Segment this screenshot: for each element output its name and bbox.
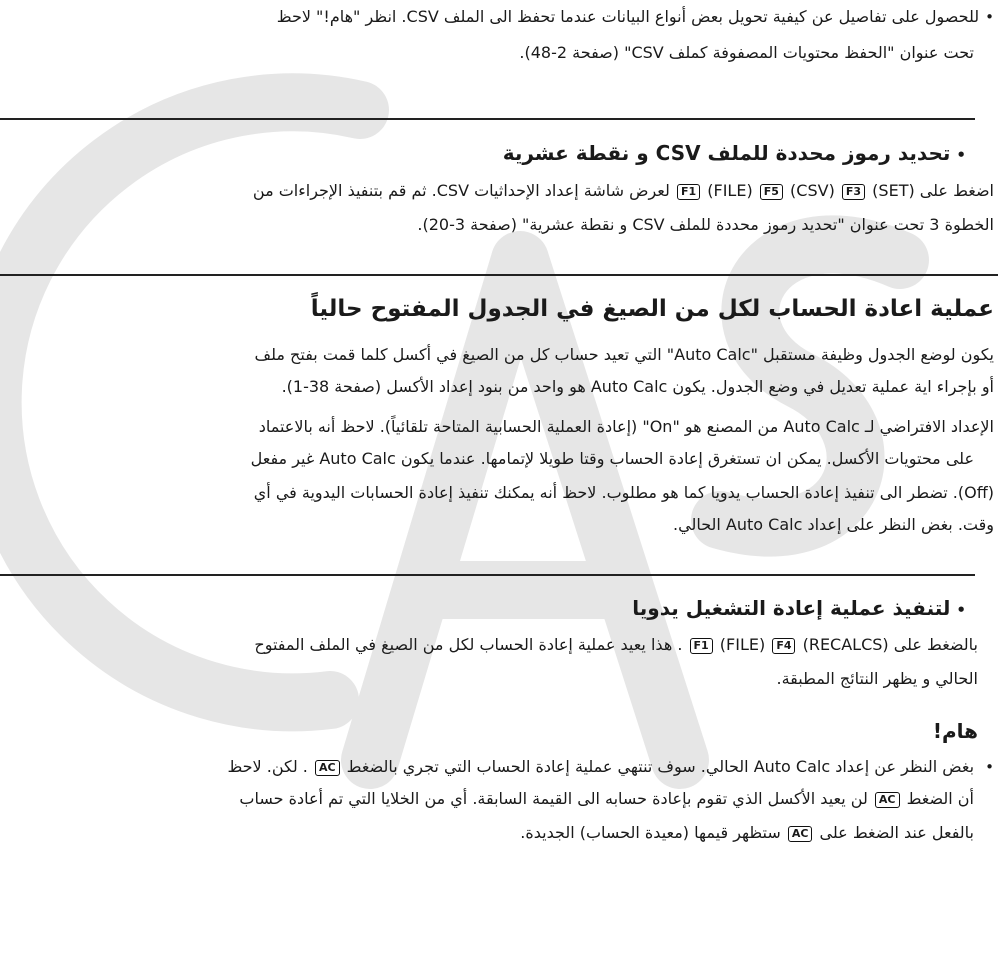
csv-note-line-1: • للحصول على تفاصيل عن كيفية تحويل بعض أنواع البيانات عندما تحفظ الى الملف CSV. انظر "هام!" لاحظ (277, 6, 994, 28)
ac-key: AC (315, 760, 340, 776)
f1-key: F1 (690, 638, 713, 654)
csv-note-line-2: تحت عنوان "الحفظ محتويات المصفوفة كملف CSV" (صفحة 2-48). (519, 43, 974, 62)
f5-key: F5 (760, 184, 783, 200)
csv-delimiter-heading: • تحديد رموز محددة للملف CSV و نقطة عشرية (503, 142, 966, 166)
section-divider (0, 274, 998, 276)
section-divider (0, 118, 975, 120)
important-line-2: أن الضغط AC لن يعيد الأكسل الذي تقوم بإعادة حسابه الى القيمة السابقة. أي من الخلايا التي تم أعادة حساب (239, 789, 974, 808)
f4-key: F4 (772, 638, 795, 654)
ac-key: AC (788, 826, 813, 842)
important-heading: هام! (932, 719, 978, 743)
csv-delimiter-line-2: الخطوة 3 تحت عنوان "تحديد رموز محددة للملف CSV و نقطة عشرية" (صفحة 3-20). (417, 215, 994, 234)
paragraph-line: وقت. بغض النظر على إعداد Auto Calc الحالي. (673, 515, 994, 534)
paragraph-line: الإعداد الافتراضي لـ Auto Calc من المصنع هو "On" (إعادة العملية الحسابية المتاحة تلقائياً). لاحظ أنه بالاعتماد (258, 417, 994, 436)
paragraph-line: (Off). تضطر الى تنفيذ إعادة الحساب يدويا كما هو مطلوب. لاحظ أنه يمكنك تنفيذ إعادة الحسابات اليدوية في أي (253, 483, 994, 502)
manual-recalc-line-1: بالضغط على (RECALCS) F4 (FILE) F1 . هذا يعيد عملية إعادة الحساب لكل من الصيغ في الملف المفتوح (254, 635, 978, 654)
section-divider (0, 574, 975, 576)
section-title: عملية اعادة الحساب لكل من الصيغ في الجدول المفتوح حالياً (310, 296, 994, 322)
important-line-3: بالفعل عند الضغط على AC ستظهر قيمها (معيدة الحساب) الجديدة. (520, 823, 974, 842)
important-line-1: • بغض النظر عن إعداد Auto Calc الحالي. سوف تنتهي عملية إعادة الحساب التي تجري بالضغط AC . لكن. لاحظ (227, 756, 994, 778)
f1-key: F1 (677, 184, 700, 200)
f3-key: F3 (842, 184, 865, 200)
paragraph-line: أو بإجراء اية عملية تعديل في وضع الجدول. يكون Auto Calc هو واحد من بنود إعداد الأكسل (صفحة 38-1). (281, 377, 994, 396)
csv-delimiter-line-1: اضغط على (SET) F3 (CSV) F5 (FILE) F1 لعرض شاشة إعداد الإحداثيات CSV. ثم قم بتنفيذ الإجراءات من (252, 181, 994, 200)
paragraph-line: على محتويات الأكسل. يمكن ان تستغرق إعادة الحساب وقتا طويلا لإتمامها. عندما يكون Auto Calc غير مفعل (250, 449, 974, 468)
ac-key: AC (875, 792, 900, 808)
paragraph-line: يكون لوضع الجدول وظيفة مستقبل "Auto Calc" التي تعيد حساب كل من الصيغ في أكسل كلما قمت بفتح ملف (254, 345, 994, 364)
manual-recalc-line-2: الحالي و يظهر النتائج المطبقة. (776, 669, 978, 688)
manual-recalc-heading: • لتنفيذ عملية إعادة التشغيل يدويا (632, 597, 966, 621)
